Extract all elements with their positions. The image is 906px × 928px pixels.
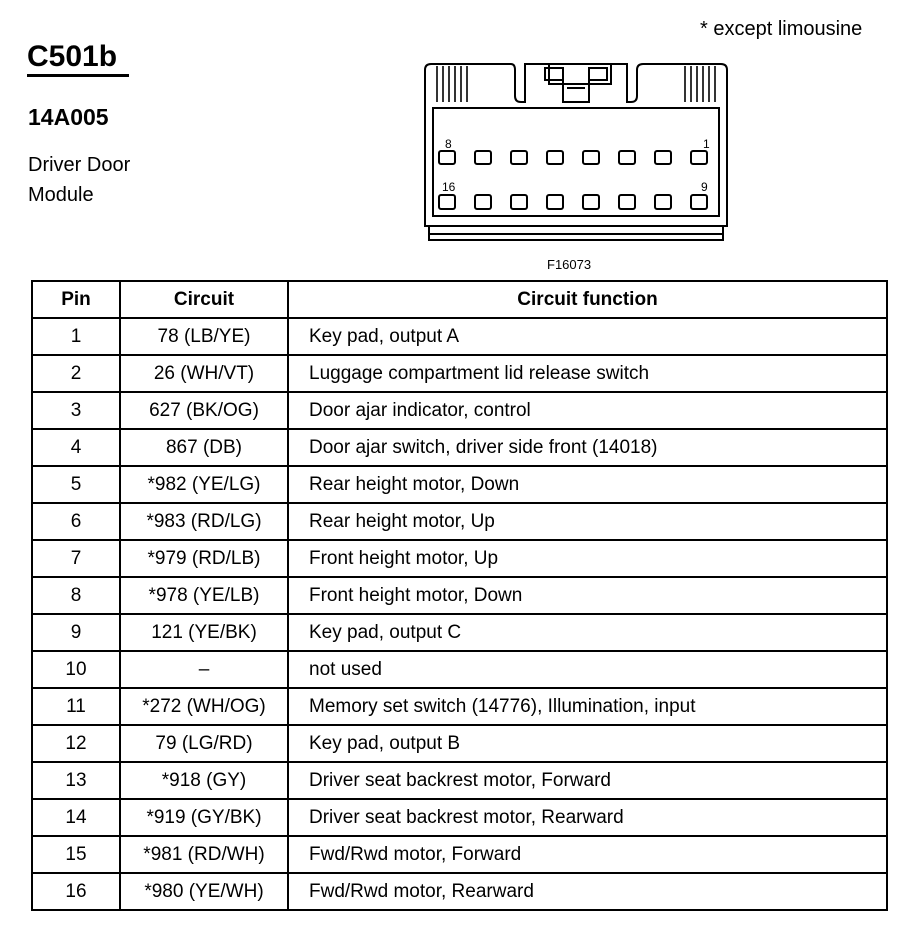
title-underline [27,74,129,77]
function-cell: Fwd/Rwd motor, Rearward [288,873,887,910]
circuit-cell: 627 (BK/OG) [120,392,288,429]
table-row [32,836,887,873]
header-circuit: Circuit [120,281,288,318]
circuit-cell: *981 (RD/WH) [120,836,288,873]
pin-cell: 9 [32,614,120,651]
table-row [32,540,887,577]
module-name-line1: Driver Door [28,154,131,176]
table-row [32,503,887,540]
function-cell: Luggage compartment lid release switch [288,355,887,392]
pin-cell: 1 [32,318,120,355]
pin-label-1: 1 [703,137,710,151]
circuit-cell: *919 (GY/BK) [120,799,288,836]
table-header-row [32,281,887,318]
table-row [32,688,887,725]
pin-cell: 2 [32,355,120,392]
circuit-cell: *983 (RD/LG) [120,503,288,540]
pin-cell: 3 [32,392,120,429]
connector-diagram [415,58,737,253]
pin-cell: 12 [32,725,120,762]
function-cell: Fwd/Rwd motor, Forward [288,836,887,873]
circuit-cell: *918 (GY) [120,762,288,799]
table-row [32,762,887,799]
table-row [32,429,887,466]
function-cell: not used [288,651,887,688]
pin-cell: 13 [32,762,120,799]
circuit-cell: *980 (YE/WH) [120,873,288,910]
header-pin: Pin [32,281,120,318]
pin-label-9: 9 [701,180,708,194]
circuit-cell: *978 (YE/LB) [120,577,288,614]
pin-label-16: 16 [442,180,456,194]
table-row [32,577,887,614]
table-row [32,318,887,355]
figure-code: F16073 [547,257,592,272]
pin-cell: 8 [32,577,120,614]
pin-cell: 10 [32,651,120,688]
module-name-line2: Module [28,184,94,206]
pin-cell: 11 [32,688,120,725]
table-row [32,466,887,503]
table-row [32,355,887,392]
pin-cell: 7 [32,540,120,577]
part-number: 14A005 [28,104,109,130]
function-cell: Key pad, output B [288,725,887,762]
function-cell: Front height motor, Down [288,577,887,614]
circuit-cell: 79 (LG/RD) [120,725,288,762]
pin-label-8: 8 [445,137,452,151]
footnote: * except limousine [700,18,863,40]
function-cell: Door ajar indicator, control [288,392,887,429]
function-cell: Door ajar switch, driver side front (14018) [288,429,887,466]
circuit-cell: *272 (WH/OG) [120,688,288,725]
function-cell: Driver seat backrest motor, Forward [288,762,887,799]
header-function: Circuit function [288,281,887,318]
function-cell: Rear height motor, Down [288,466,887,503]
pin-cell: 4 [32,429,120,466]
circuit-cell: *979 (RD/LB) [120,540,288,577]
function-cell: Front height motor, Up [288,540,887,577]
function-cell: Driver seat backrest motor, Rearward [288,799,887,836]
circuit-cell: *982 (YE/LG) [120,466,288,503]
circuit-cell: 867 (DB) [120,429,288,466]
module-name [28,150,130,210]
circuit-cell: 121 (YE/BK) [120,614,288,651]
table-row [32,799,887,836]
circuit-cell: 78 (LB/YE) [120,318,288,355]
table-row [32,614,887,651]
table-row [32,873,887,910]
table-row [32,725,887,762]
pinout-table [31,280,888,911]
circuit-cell: – [120,651,288,688]
function-cell: Rear height motor, Up [288,503,887,540]
function-cell: Key pad, output C [288,614,887,651]
table-row [32,392,887,429]
pin-cell: 16 [32,873,120,910]
pin-cell: 14 [32,799,120,836]
pin-cell: 15 [32,836,120,873]
table-row [32,651,887,688]
pin-cell: 5 [32,466,120,503]
function-cell: Memory set switch (14776), Illumination, input [288,688,887,725]
function-cell: Key pad, output A [288,318,887,355]
pin-cell: 6 [32,503,120,540]
connector-id: C501b [27,40,118,73]
circuit-cell: 26 (WH/VT) [120,355,288,392]
